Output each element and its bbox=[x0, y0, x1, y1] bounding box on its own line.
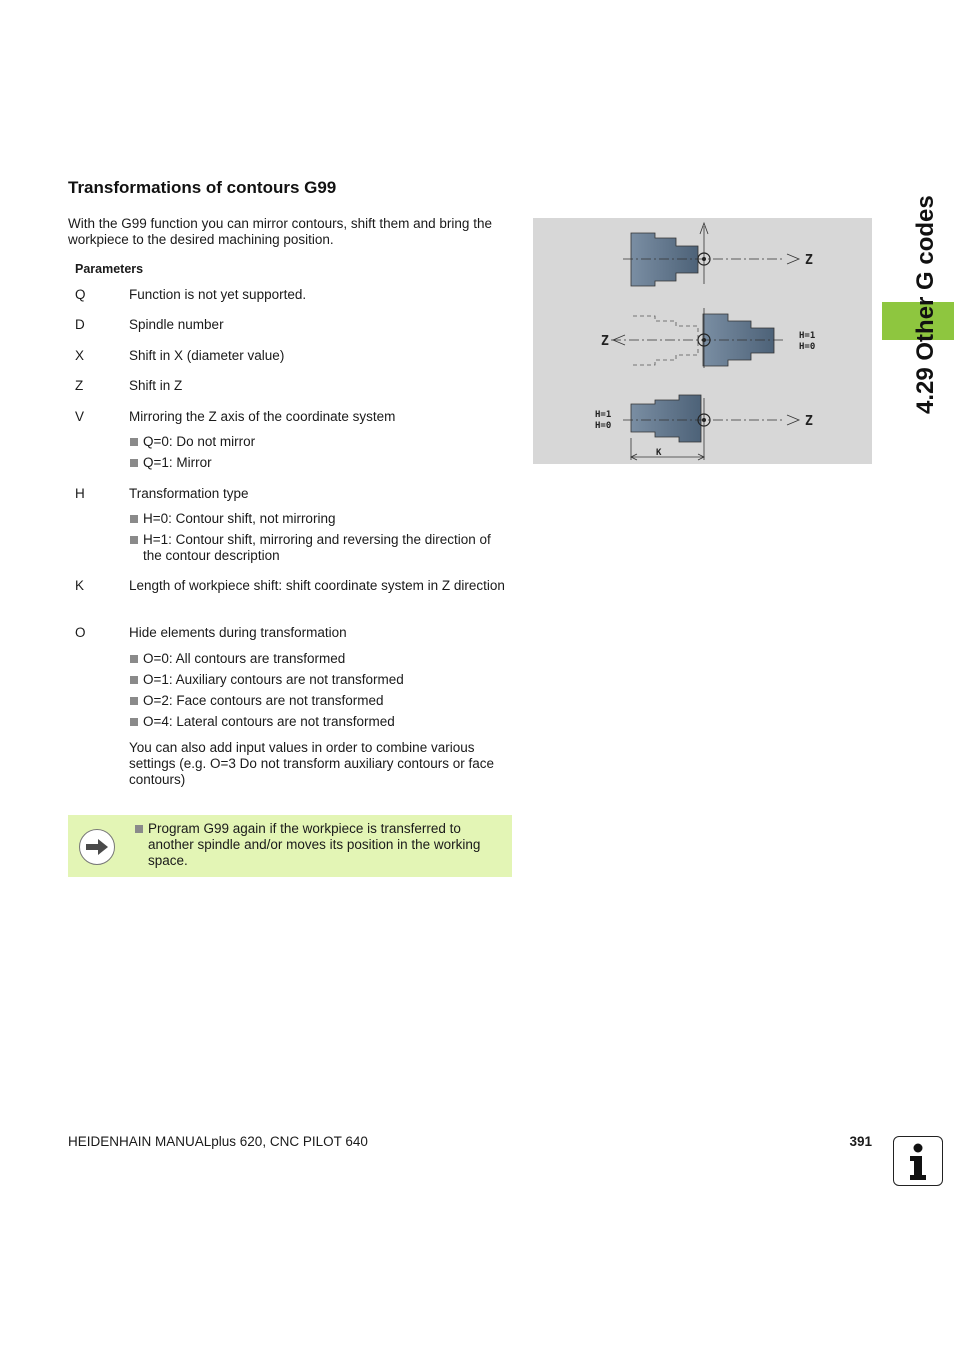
page-number: 391 bbox=[849, 1134, 872, 1149]
param-key: Q bbox=[75, 287, 86, 302]
bullet-item: Q=1: Mirror bbox=[129, 455, 510, 471]
param-desc: Shift in Z bbox=[129, 378, 183, 393]
k-label: K bbox=[656, 448, 662, 458]
param-key: X bbox=[75, 348, 85, 363]
param-key: D bbox=[75, 317, 85, 332]
bullet-item: H=0: Contour shift, not mirroring bbox=[129, 511, 510, 527]
param-key: O bbox=[75, 625, 86, 640]
param-key: Z bbox=[75, 378, 84, 393]
contour-transformation-figure bbox=[533, 218, 872, 464]
section-title: Transformations of contours G99 bbox=[68, 178, 337, 197]
arrow-right-icon bbox=[79, 829, 115, 865]
param-desc: Function is not yet supported. bbox=[129, 287, 307, 302]
param-desc: Mirroring the Z axis of the coordinate system bbox=[129, 409, 396, 424]
h1-label: H=1 bbox=[595, 410, 612, 420]
h0-label: H=0 bbox=[595, 421, 612, 431]
param-v bbox=[75, 409, 510, 471]
param-x bbox=[75, 348, 510, 364]
bullet-item: O=2: Face contours are not transformed bbox=[129, 693, 510, 709]
param-key: V bbox=[75, 409, 85, 424]
axis-label-z: Z bbox=[601, 334, 609, 349]
param-z bbox=[75, 378, 510, 394]
param-q bbox=[75, 287, 510, 303]
param-k bbox=[75, 578, 510, 594]
param-desc: Transformation type bbox=[129, 486, 249, 501]
tip-text: Program G99 again if the workpiece is transferred to another spindle and/or moves its position in the working space. bbox=[134, 821, 504, 869]
bullet-item: H=1: Contour shift, mirroring and reversing the direction of the contour description bbox=[129, 532, 510, 564]
bullet-item: Q=0: Do not mirror bbox=[129, 434, 510, 450]
h1-label: H=1 bbox=[799, 331, 816, 341]
param-key: H bbox=[75, 486, 85, 501]
bullet-item: O=1: Auxiliary contours are not transformed bbox=[129, 672, 510, 688]
diagram-original bbox=[623, 223, 813, 286]
parameters-heading: Parameters bbox=[75, 262, 144, 276]
param-h bbox=[75, 486, 510, 564]
bullet-item: O=4: Lateral contours are not transformed bbox=[129, 714, 510, 730]
param-desc: Spindle number bbox=[129, 317, 224, 332]
diagram-mirrored bbox=[601, 308, 815, 368]
axis-label-z: Z bbox=[805, 253, 813, 268]
param-desc: Shift in X (diameter value) bbox=[129, 348, 285, 363]
param-o bbox=[75, 625, 510, 788]
tip-box bbox=[68, 815, 512, 877]
param-d bbox=[75, 317, 510, 333]
param-desc: Hide elements during transformation bbox=[129, 625, 347, 640]
info-icon bbox=[893, 1136, 943, 1186]
h0-label: H=0 bbox=[799, 342, 816, 352]
param-key: K bbox=[75, 578, 85, 593]
diagram-shifted bbox=[595, 395, 813, 460]
chapter-title: 4.29 Other G codes bbox=[912, 195, 939, 414]
axis-label-z: Z bbox=[805, 414, 813, 429]
footer-product: HEIDENHAIN MANUALplus 620, CNC PILOT 640 bbox=[68, 1134, 368, 1149]
param-desc: Length of workpiece shift: shift coordinate system in Z direction bbox=[129, 578, 505, 593]
bullet-item: O=0: All contours are transformed bbox=[129, 651, 510, 667]
combine-note: You can also add input values in order to combine various settings (e.g. O=3 Do not transform auxiliary contours or face contours) bbox=[129, 740, 495, 787]
intro-text: With the G99 function you can mirror contours, shift them and bring the workpiece to the desired machining position. bbox=[68, 216, 492, 247]
